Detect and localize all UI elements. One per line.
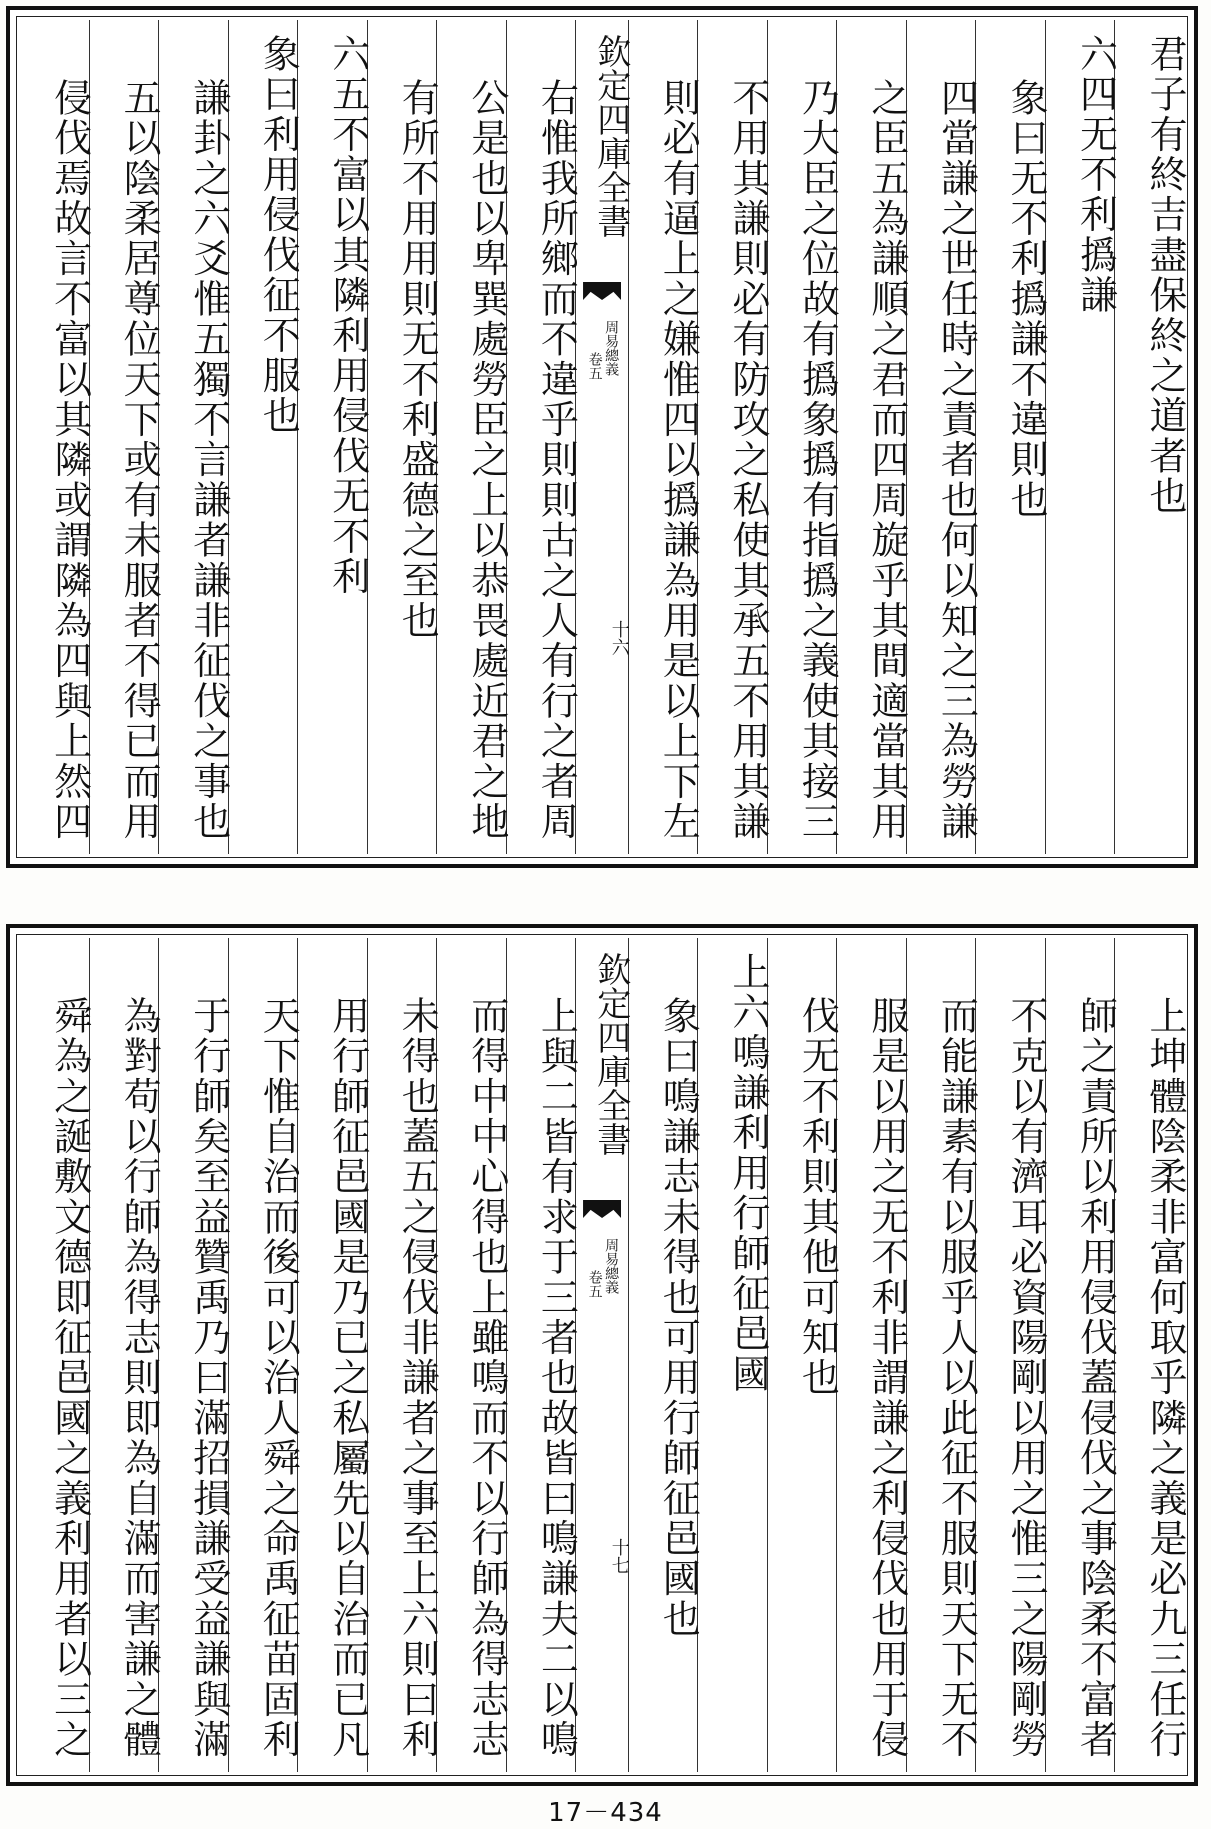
text-column (228, 20, 301, 854)
column-text: 師之責所以利用侵伐蓋侵伐之事陰柔不富者 (1073, 996, 1118, 1760)
column-text: 用行師征邑國是乃已之私屬先以自治而已凡 (325, 996, 370, 1760)
column-text: 則必有逼上之嫌惟四以撝謙為用是以上下左 (656, 78, 701, 842)
column-text: 乃大臣之位故有撝象撝有指撝之義使其接三 (795, 78, 840, 842)
text-column (158, 20, 231, 854)
text-column (767, 938, 840, 1772)
column-text: 象曰鳴謙志未得也可用行師征邑國也 (656, 996, 701, 1640)
column-text: 舜為之誕敷文德即征邑國之義利用者以三之 (47, 996, 92, 1760)
text-column (1045, 938, 1118, 1772)
column-text: 天下惟自治而後可以治人舜之命禹征苗固利 (256, 996, 301, 1760)
text-column (436, 938, 509, 1772)
column-text: 伐无不利則其他可知也 (795, 996, 840, 1398)
column-text: 為對苟以行師為得志則即為自滿而害謙之體 (117, 996, 162, 1760)
column-text: 六四无不利撝謙 (1073, 34, 1118, 316)
text-column (628, 20, 701, 854)
folio-number: 十七 (608, 1538, 630, 1574)
column-text: 象曰利用侵伐征不服也 (256, 34, 301, 436)
text-column (297, 20, 370, 854)
text-column (697, 20, 770, 854)
text-column (697, 938, 770, 1772)
column-text: 有所不用用則无不利盛德之至也 (395, 78, 440, 641)
text-column (367, 20, 440, 854)
text-column (836, 20, 909, 854)
column-text: 君子有終吉盡保終之道者也 (1143, 34, 1187, 517)
column-text: 右惟我所鄉而不違乎則則古之人有行之者周 (534, 78, 579, 842)
column-text: 不用其謙則必有防攻之私使其承五不用其謙 (725, 78, 770, 842)
column-text: 而得中中心得也上雖鳴而不以行師為得志志 (464, 996, 509, 1760)
column-text: 之臣五為謙順之君而四周旋乎其間適當其用 (864, 78, 909, 842)
column-text: 上與二皆有求于三者也故皆曰鳴謙夫二以鳴 (534, 996, 579, 1760)
upper-page (6, 6, 1198, 868)
lower-page (6, 924, 1198, 1786)
text-column (158, 938, 231, 1772)
volume-label: 卷五 (586, 1270, 603, 1298)
text-column (975, 20, 1048, 854)
center-fold (575, 20, 631, 854)
upper-columns (20, 20, 1187, 854)
text-column (906, 938, 979, 1772)
folio-number: 十六 (608, 620, 630, 656)
text-column (228, 938, 301, 1772)
column-text: 五以陰柔居尊位天下或有未服者不得已而用 (117, 78, 162, 842)
text-column (89, 20, 162, 854)
text-column (506, 938, 579, 1772)
text-column (297, 938, 370, 1772)
collection-title: 欽定四庫全書 (590, 34, 631, 238)
book-title: 周易總義 (603, 1238, 620, 1294)
column-text: 上坤體陰柔非富何取乎隣之義是必九三任行 (1143, 996, 1187, 1760)
text-column (1114, 938, 1187, 1772)
text-column (89, 938, 162, 1772)
page-footer-number: 17－434 (548, 1798, 663, 1828)
text-column (836, 938, 909, 1772)
column-text: 謙卦之六爻惟五獨不言謙者謙非征伐之事也 (186, 78, 231, 842)
text-column (1045, 20, 1118, 854)
text-column (436, 20, 509, 854)
column-text: 服是以用之无不利非謂謙之利侵伐也用于侵 (864, 996, 909, 1760)
book-title: 周易總義 (603, 320, 620, 376)
text-column (506, 20, 579, 854)
text-column (20, 938, 92, 1772)
column-text: 于行師矣至益贊禹乃曰滿招損謙受益謙與滿 (186, 996, 231, 1760)
column-text: 上六鳴謙利用行師征邑國 (725, 952, 770, 1395)
column-text: 不克以有濟耳必資陽剛以用之惟三之陽剛勞 (1003, 996, 1048, 1760)
column-text: 公是也以卑巽處勞臣之上以恭畏處近君之地 (464, 78, 509, 842)
volume-label: 卷五 (586, 352, 603, 380)
text-column (975, 938, 1048, 1772)
column-text: 未得也蓋五之侵伐非謙者之事至上六則曰利 (395, 996, 440, 1760)
column-text: 四當謙之世任時之責者也何以知之三為勞謙 (934, 78, 979, 842)
text-column (367, 938, 440, 1772)
column-text: 六五不富以其隣利用侵伐无不利 (325, 34, 370, 597)
text-column (767, 20, 840, 854)
fishtail-mark-icon (583, 282, 621, 300)
text-column (628, 938, 701, 1772)
fishtail-mark-icon (583, 1200, 621, 1218)
column-text: 侵伐焉故言不富以其隣或謂隣為四與上然四 (47, 78, 92, 842)
text-column (1114, 20, 1187, 854)
center-fold (575, 938, 631, 1772)
text-column (906, 20, 979, 854)
column-text: 象曰无不利撝謙不違則也 (1003, 78, 1048, 521)
collection-title: 欽定四庫全書 (590, 952, 631, 1156)
lower-columns (20, 938, 1187, 1772)
text-column (20, 20, 92, 854)
column-text: 而能謙素有以服乎人以此征不服則天下无不 (934, 996, 979, 1760)
